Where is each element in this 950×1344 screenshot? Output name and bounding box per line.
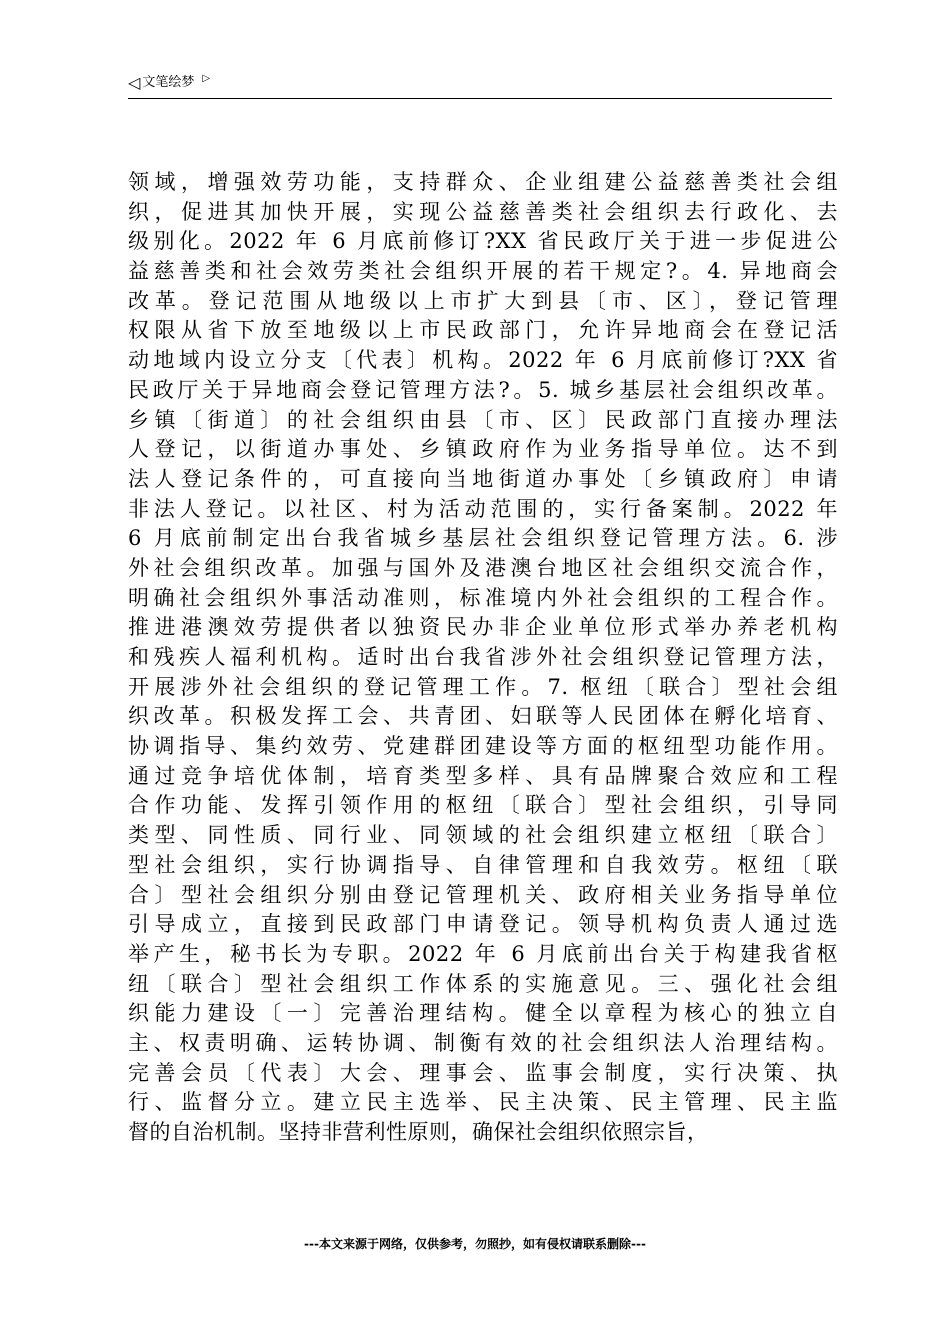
text-line: 明确社会组织外事活动准则，标准境内外社会组织的工程合作。 [128,585,838,610]
text-line: 主、权责明确、运转协调、制衡有效的社会组织法人治理结构。 [128,1030,838,1055]
text-line: 乡镇〔街道〕的社会组织由县〔市、区〕民政部门直接办理法 [128,407,838,432]
header-title: 文笔绘梦 [142,75,195,90]
text-line: 型社会组织，实行协调指导、自律管理和自我效劳。枢纽〔联 [128,852,838,877]
text-line: 领域，增强效劳功能，支持群众、企业组建公益慈善类社会组 [128,170,838,194]
text-line: 纽〔联合〕型社会组织工作体系的实施意见。三、强化社会组 [128,971,838,996]
text-line: 外社会组织改革。加强与国外及港澳台地区社会组织交流合作， [128,555,838,580]
left-triangle-icon: ◁ [128,73,141,92]
text-line: 权限从省下放至地级以上市民政部门，允许异地商会在登记活 [128,318,838,343]
text-line: 益慈善类和社会效劳类社会组织开展的若干规定?。4. 异地商会 [128,259,838,284]
text-line: 改革。登记范围从地级以上市扩大到县〔市、区〕，登记管理 [128,288,838,313]
text-line: 动地域内设立分支〔代表〕机构。2022 年 6 月底前修订?XX 省 [128,348,838,373]
text-line: 法人登记条件的，可直接向当地街道办事处〔乡镇政府〕申请 [128,466,838,491]
text-line: 行、监督分立。建立民主选举、民主决策、民主管理、民主监 [128,1090,838,1115]
text-line: 级别化。2022 年 6 月底前修订?XX 省民政厅关于进一步促进公 [128,229,838,254]
header-brand [128,74,210,92]
text-line: 织，促进其加快开展，实现公益慈善类社会组织去行政化、去 [128,199,838,224]
text-line: 督的自治机制。坚持非营利性原则，确保社会组织依照宗旨， [128,1120,709,1144]
text-line: 人登记，以街道办事处、乡镇政府作为业务指导单位。达不到 [128,437,838,462]
text-line: 合〕型社会组织分别由登记管理机关、政府相关业务指导单位 [128,882,838,907]
text-line: 通过竞争培优体制，培育类型多样、具有品牌聚合效应和工程 [128,763,838,788]
text-line: 6 月底前制定出台我省城乡基层社会组织登记管理方法。6. 涉 [128,526,838,551]
text-line: 类型、同性质、同行业、同领域的社会组织建立枢纽〔联合〕 [128,823,838,848]
text-line: 合作功能、发挥引领作用的枢纽〔联合〕型社会组织，引导同 [128,793,838,818]
text-line: 织能力建设〔一〕完善治理结构。健全以章程为核心的独立自 [128,1001,838,1026]
text-line: 推进港澳效劳提供者以独资民办非企业单位形式举办养老机构 [128,615,838,640]
text-line: 非法人登记。以社区、村为活动范围的，实行备案制。2022 年 [128,496,838,521]
text-line: 开展涉外社会组织的登记管理工作。7. 枢纽〔联合〕型社会组 [128,674,838,699]
document-body [128,168,838,1148]
page-header [128,74,832,99]
right-triangle-icon: ▷ [202,73,211,84]
text-line: 协调指导、集约效劳、党建群团建设等方面的枢纽型功能作用。 [128,734,838,759]
text-line: 织改革。积极发挥工会、共青团、妇联等人民团体在孵化培育、 [128,704,838,729]
text-line: 举产生，秘书长为专职。2022 年 6 月底前出台关于构建我省枢 [128,941,838,966]
text-line: 和残疾人福利机构。适时出台我省涉外社会组织登记管理方法， [128,645,838,669]
text-line: 完善会员〔代表〕大会、理事会、监事会制度，实行决策、执 [128,1060,838,1085]
text-line: 民政厅关于异地商会登记管理方法?。5. 城乡基层社会组织改革。 [128,377,838,402]
page-footer-disclaimer: ---本文来源于网络，仅供参考，勿照抄，如有侵权请联系删除--- [304,1237,646,1251]
text-line: 引导成立，直接到民政部门申请登记。领导机构负责人通过选 [128,912,838,937]
